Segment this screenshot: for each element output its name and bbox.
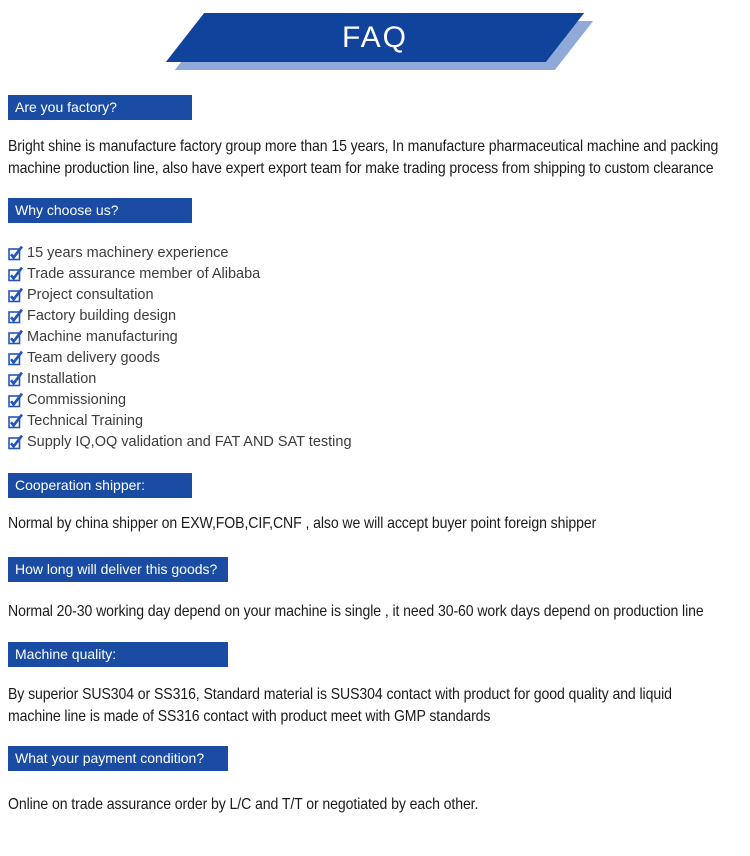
checkbox-checked-icon — [8, 371, 24, 387]
checklist-item — [8, 389, 750, 410]
banner-title: FAQ — [341, 21, 408, 54]
paragraph-payment-condition: Online on trade assurance order by L/C and T/T or negotiated by each other. — [8, 796, 479, 813]
checkbox-checked-icon — [8, 308, 24, 324]
checkbox-checked-icon — [8, 287, 24, 303]
heading-why-choose-us: Why choose us? — [8, 198, 192, 223]
checklist-item — [8, 347, 750, 368]
checklist-item-label: Project consultation — [27, 286, 154, 303]
checkbox-checked-icon — [8, 245, 24, 261]
paragraph-delivery-time: Normal 20-30 working day depend on your machine is single , it need 30-60 work days depend on production line — [8, 602, 704, 620]
paragraph-are-you-factory: Bright shine is manufacture factory group more than 15 years, In manufacture pharmaceutical machine and packing machine production line, also have expert export team for make trading process from shipping to custom clearance — [8, 138, 719, 177]
faq-banner — [185, 13, 565, 62]
checklist-item — [8, 305, 750, 326]
faq-content — [0, 95, 750, 816]
checklist-item — [8, 284, 750, 305]
checklist-item-label: Commissioning — [27, 391, 127, 408]
checklist-item — [8, 431, 750, 452]
checkbox-checked-icon — [8, 329, 24, 345]
paragraph-cooperation-shipper: Normal by china shipper on EXW,FOB,CIF,CNF , also we will accept buyer point foreign shipper — [8, 515, 597, 532]
checklist-item — [8, 263, 750, 284]
checklist-item-label: Trade assurance member of Alibaba — [27, 265, 261, 282]
checkbox-checked-icon — [8, 434, 24, 450]
heading-cooperation-shipper: Cooperation shipper: — [8, 473, 192, 498]
checklist-item-label: Team delivery goods — [27, 349, 160, 366]
heading-delivery-time: How long will deliver this goods? — [8, 557, 228, 582]
why-choose-us-checklist — [8, 242, 750, 452]
heading-are-you-factory: Are you factory? — [8, 95, 192, 120]
checklist-item-label: Machine manufacturing — [27, 328, 178, 345]
checklist-item-label: Technical Training — [27, 412, 144, 429]
checkbox-checked-icon — [8, 266, 24, 282]
checklist-item-label: Supply IQ,OQ validation and FAT AND SAT testing — [27, 433, 352, 450]
paragraph-machine-quality: By superior SUS304 or SS316, Standard material is SUS304 contact with product for good quality and liquid machine line is made of SS316 contact with product meet with GMP standards — [8, 686, 672, 725]
faq-page — [0, 13, 750, 856]
checklist-item-label: Installation — [27, 370, 97, 387]
checklist-item-label: 15 years machinery experience — [27, 244, 229, 261]
checkbox-checked-icon — [8, 392, 24, 408]
checklist-item — [8, 242, 750, 263]
checklist-item-label: Factory building design — [27, 307, 177, 324]
checklist-item — [8, 326, 750, 347]
checkbox-checked-icon — [8, 350, 24, 366]
checklist-item — [8, 368, 750, 389]
checkbox-checked-icon — [8, 413, 24, 429]
heading-payment-condition: What your payment condition? — [8, 746, 228, 771]
heading-machine-quality: Machine quality: — [8, 642, 228, 667]
checklist-item — [8, 410, 750, 431]
